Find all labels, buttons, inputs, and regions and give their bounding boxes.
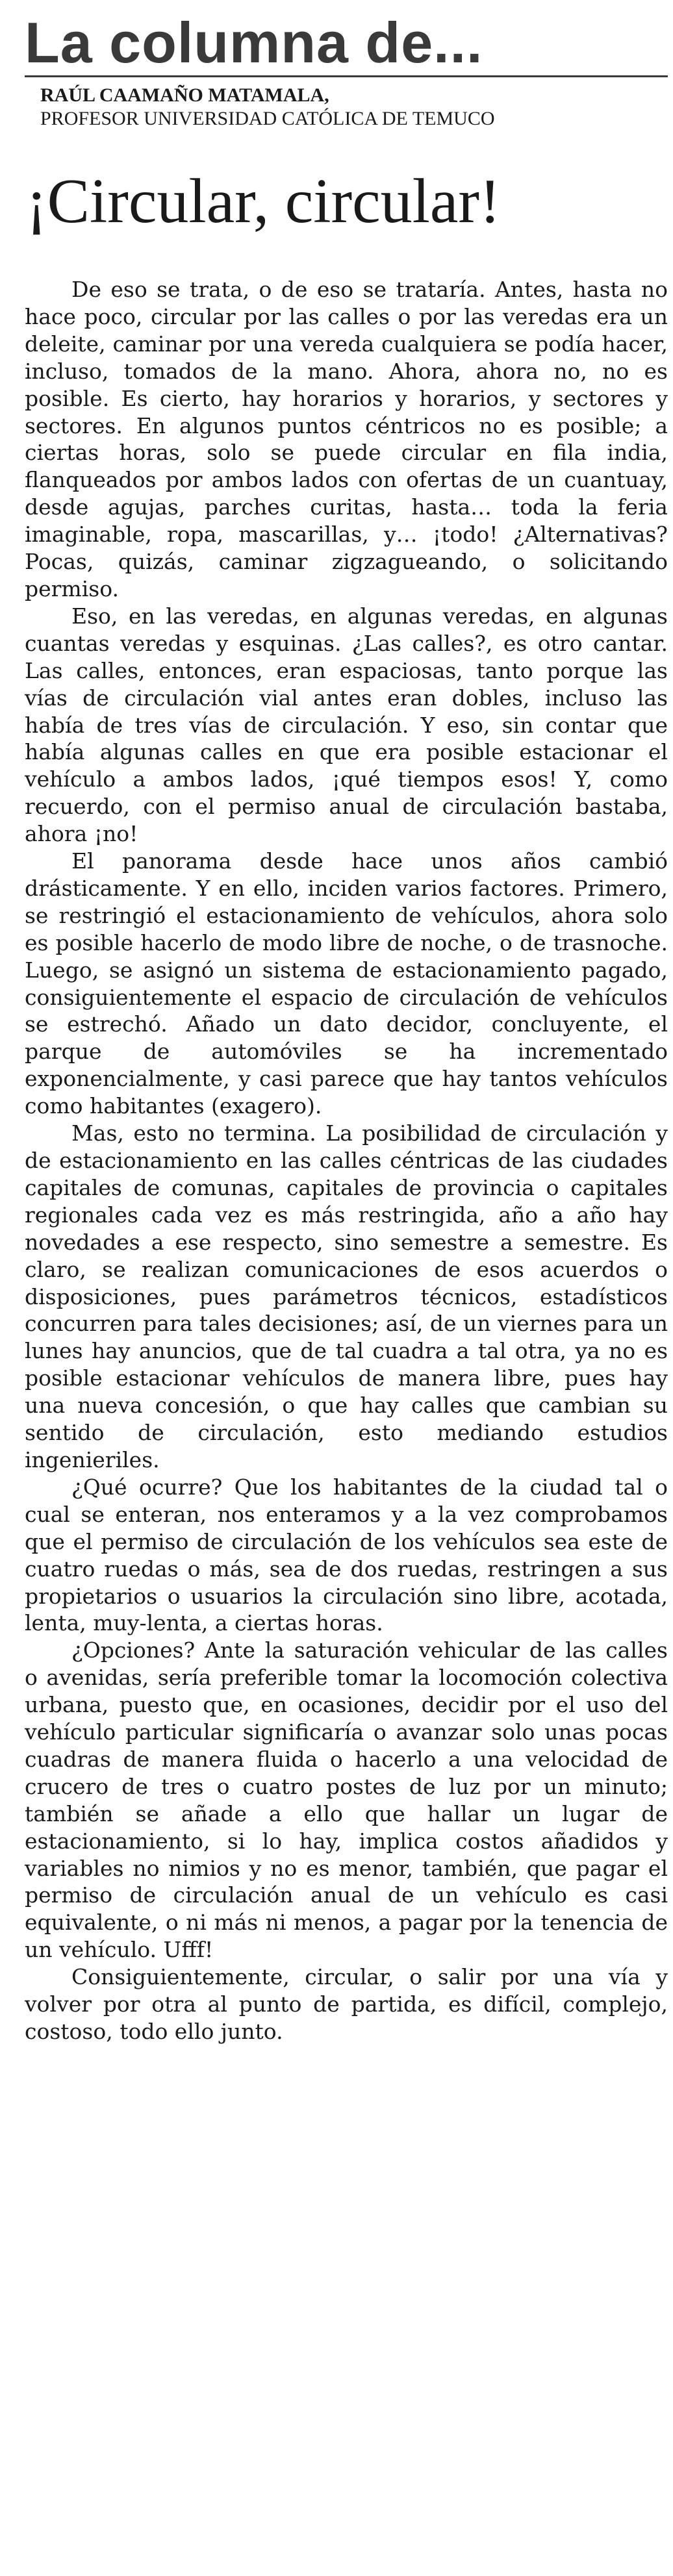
- article-page: [25, 12, 668, 2045]
- article-paragraph: De eso se trata, o de eso se trataría. Antes, hasta no hace poco, circular por las calles o por las veredas era un deleite, caminar por una vereda cualquiera se podía hacer, incluso, tomados de la mano. Ahora, ahora no, no es posible. Es cierto, hay horarios y horarios, y sectores y sectores. En algunos puntos céntricos no es posible; a ciertas horas, solo se puede circular en fila india, flanqueados por ambos lados con ofertas de un cuantuay, desde agujas, parches curitas, hasta… toda la feria imaginable, ropa, mascarillas, y… ¡todo! ¿Alternativas? Pocas, quizás, caminar zigzagueando, o solicitando permiso.: [25, 277, 668, 601]
- article-paragraph: El panorama desde hace unos años cambió drásticamente. Y en ello, inciden varios factores. Primero, se restringió el estacionamiento de vehículos, ahora solo es posible hacerlo de modo libre de noche, o de trasnoche. Luego, se asignó un sistema de estacionamiento pagado, consiguientemente el espacio de circulación de vehículos se estrechó. Añado un dato decidor, concluyente, el parque de automóviles se ha incrementado exponencialmente, y casi parece que hay tantos vehículos como habitantes (exagero).: [25, 848, 668, 1119]
- article-paragraph: Mas, esto no termina. La posibilidad de circulación y de estacionamiento en las calles céntricas de las ciudades capitales de comunas, capitales de provincia o capitales regionales cada vez es más restringida, año a año hay novedades a ese respecto, sino semestre a semestre. Es claro, se realizan comunicaciones de esos acuerdos o disposiciones, pues parámetros técnicos, estadísticos concurren para tales decisiones; así, de un viernes para un lunes hay anuncios, que de tal cuadra a tal otra, ya no es posible estacionar vehículos de manera libre, pues hay una nueva concesión, o que hay calles que cambian su sentido de circulación, esto mediando estudios ingenieriles.: [25, 1120, 668, 1472]
- author-block: [40, 84, 668, 131]
- article-body: [25, 276, 668, 2045]
- author-role: PROFESOR UNIVERSIDAD CATÓLICA DE TEMUCO: [40, 108, 495, 129]
- author-name: RAÚL CAAMAÑO MATAMALA,: [40, 84, 329, 106]
- article-paragraph: ¿Opciones? Ante la saturación vehicular de las calles o avenidas, sería preferible tomar la locomoción colectiva urbana, puesto que, en ocasiones, decidir por el uso del vehículo particular significaría o avanzar solo unas pocas cuadras de manera fluida o hacerlo a una velocidad de crucero de tres o cuatro postes de luz por un minuto; también se añade a ello que hallar un lugar de estacionamiento, si lo hay, implica costos añadidos y variables no nimios y no es menor, también, que pagar el permiso de circulación anual de un vehículo es casi equivalente, o ni más ni menos, a pagar por la tenencia de un vehículo. Ufff!: [25, 1637, 668, 1963]
- title-divider: [25, 75, 668, 77]
- article-paragraph: Consiguientemente, circular, o salir por una vía y volver por otra al punto de partida, es difícil, complejo, costoso, todo ello junto.: [25, 1964, 668, 2044]
- article-headline: ¡Circular, circular!: [26, 166, 501, 236]
- column-title: La columna de...: [25, 10, 483, 75]
- article-paragraph: ¿Qué ocurre? Que los habitantes de la ciudad tal o cual se enteran, nos enteramos y a la vez comprobamos que el permiso de circulación de los vehículos sea este de cuatro ruedas o más, sea de dos ruedas, restringen a sus propietarios o usuarios la circulación sino libre, acotada, lenta, muy-lenta, a ciertas horas.: [25, 1474, 668, 1636]
- article-paragraph: Eso, en las veredas, en algunas veredas, en algunas cuantas veredas y esquinas. ¿Las calles?, es otro cantar. Las calles, entonces, eran espaciosas, tanto porque las vías de circulación vial antes eran dobles, incluso las había de tres vías de circulación. Y eso, sin contar que había algunas calles en que era posible estacionar el vehículo a ambos lados, ¡qué tiempos esos! Y, como recuerdo, con el permiso anual de circulación bastaba, ahora ¡no!: [25, 603, 668, 847]
